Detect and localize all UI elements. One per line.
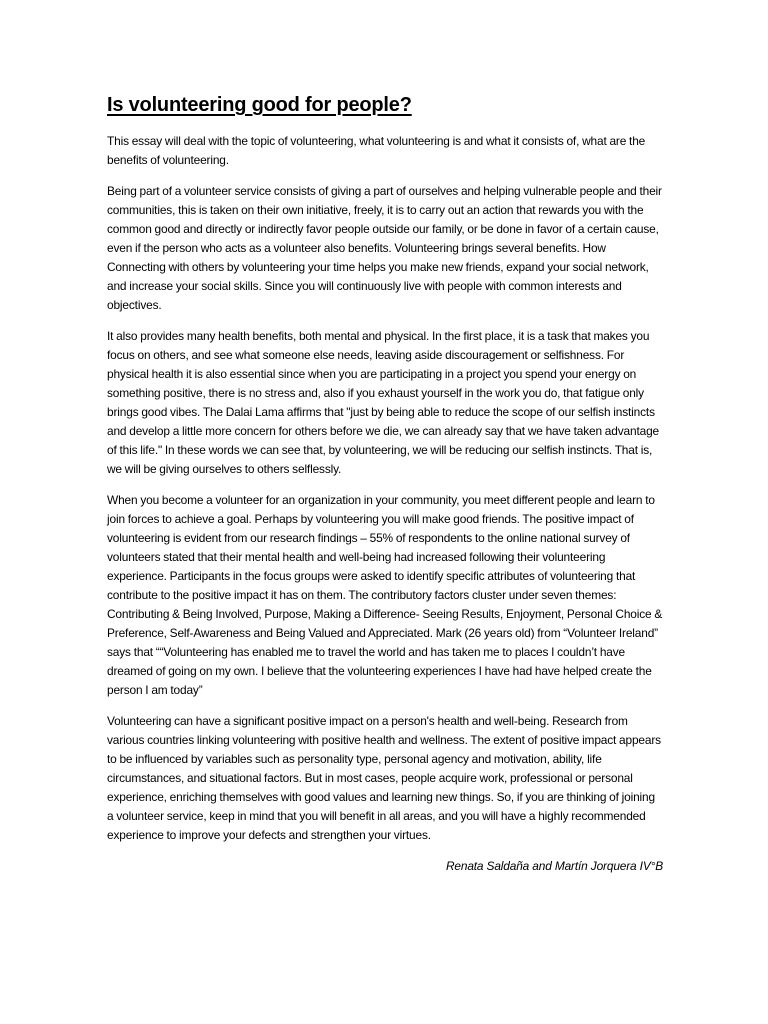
document-page — [107, 92, 663, 876]
paragraph-intro: This essay will deal with the topic of volunteering, what volunteering is and what it consists of, what are the benefits of volunteering. — [107, 134, 646, 167]
paragraph-definition: Being part of a volunteer service consists of giving a part of ourselves and helping vulnerable people and their communities, this is taken on their own initiative, freely, it is to carry out an action that rewards you with the common good and directly or indirectly favor people outside our family, or be done in favor of a certain cause, even if the person who acts as a volunteer also benefits. Volunteering brings several benefits. How Connecting with others by volunteering your time helps you make new friends, expand your social network, and increase your social skills. Since you will continuously live with people with common interests and objectives. — [107, 184, 662, 312]
paragraph-community: When you become a volunteer for an organization in your community, you meet different people and learn to join forces to achieve a goal. Perhaps by volunteering you will make good friends. The positive impact of volunteering is evident from our research findings – 55% of respondents to the online national survey of volunteers stated that their mental health and well-being had increased following their volunteering experience. Participants in the focus groups were asked to identify specific attributes of volunteering that contribute to the positive impact it has on them. The contributory factors cluster under seven themes: Contributing & Being Involved, Purpose, Making a Difference- Seeing Results, Enjoyment, Personal Choice & Preference, Self-Awareness and Being Valued and Appreciated. Mark (26 years old) from “Volunteer Ireland” says that ““Volunteering has enabled me to travel the world and has taken me to places I couldn’t have dreamed of going on my own. I believe that the volunteering experiences I have had have helped create the person I am today” — [107, 493, 663, 697]
author-signature: Renata Saldaña and Martín Jorquera IV°B — [445, 859, 663, 873]
paragraph-health-benefits: It also provides many health benefits, both mental and physical. In the first place, it is a task that makes you focus on others, and see what someone else needs, leaving aside discouragement or selfishness. For physical health it is also essential since when you are participating in a project you spend your energy on something positive, there is no stress and, also if you exhaust yourself in the work you do, that fatigue only brings good vibes. The Dalai Lama affirms that "just by being able to reduce the scope of our selfish instincts and develop a little more concern for others before we die, we can already say that we have taken advantage of this life." In these words we can see that, by volunteering, we will be reducing our selfish instincts. That is, we will be giving ourselves to others selflessly. — [107, 329, 659, 476]
document-title: Is volunteering good for people? — [107, 94, 412, 116]
paragraph-conclusion: Volunteering can have a significant positive impact on a person's health and well-being. Research from various countries linking volunteering with positive health and wellness. The extent of positive impact appears to be influenced by variables such as personality type, personal agency and motivation, ability, life circumstances, and situational factors. But in most cases, people acquire work, professional or personal experience, enriching themselves with good values and learning new things. So, if you are thinking of joining a volunteer service, keep in mind that you will benefit in all areas, and you will have a highly recommended experience to improve your defects and strengthen your virtues. — [107, 714, 661, 842]
